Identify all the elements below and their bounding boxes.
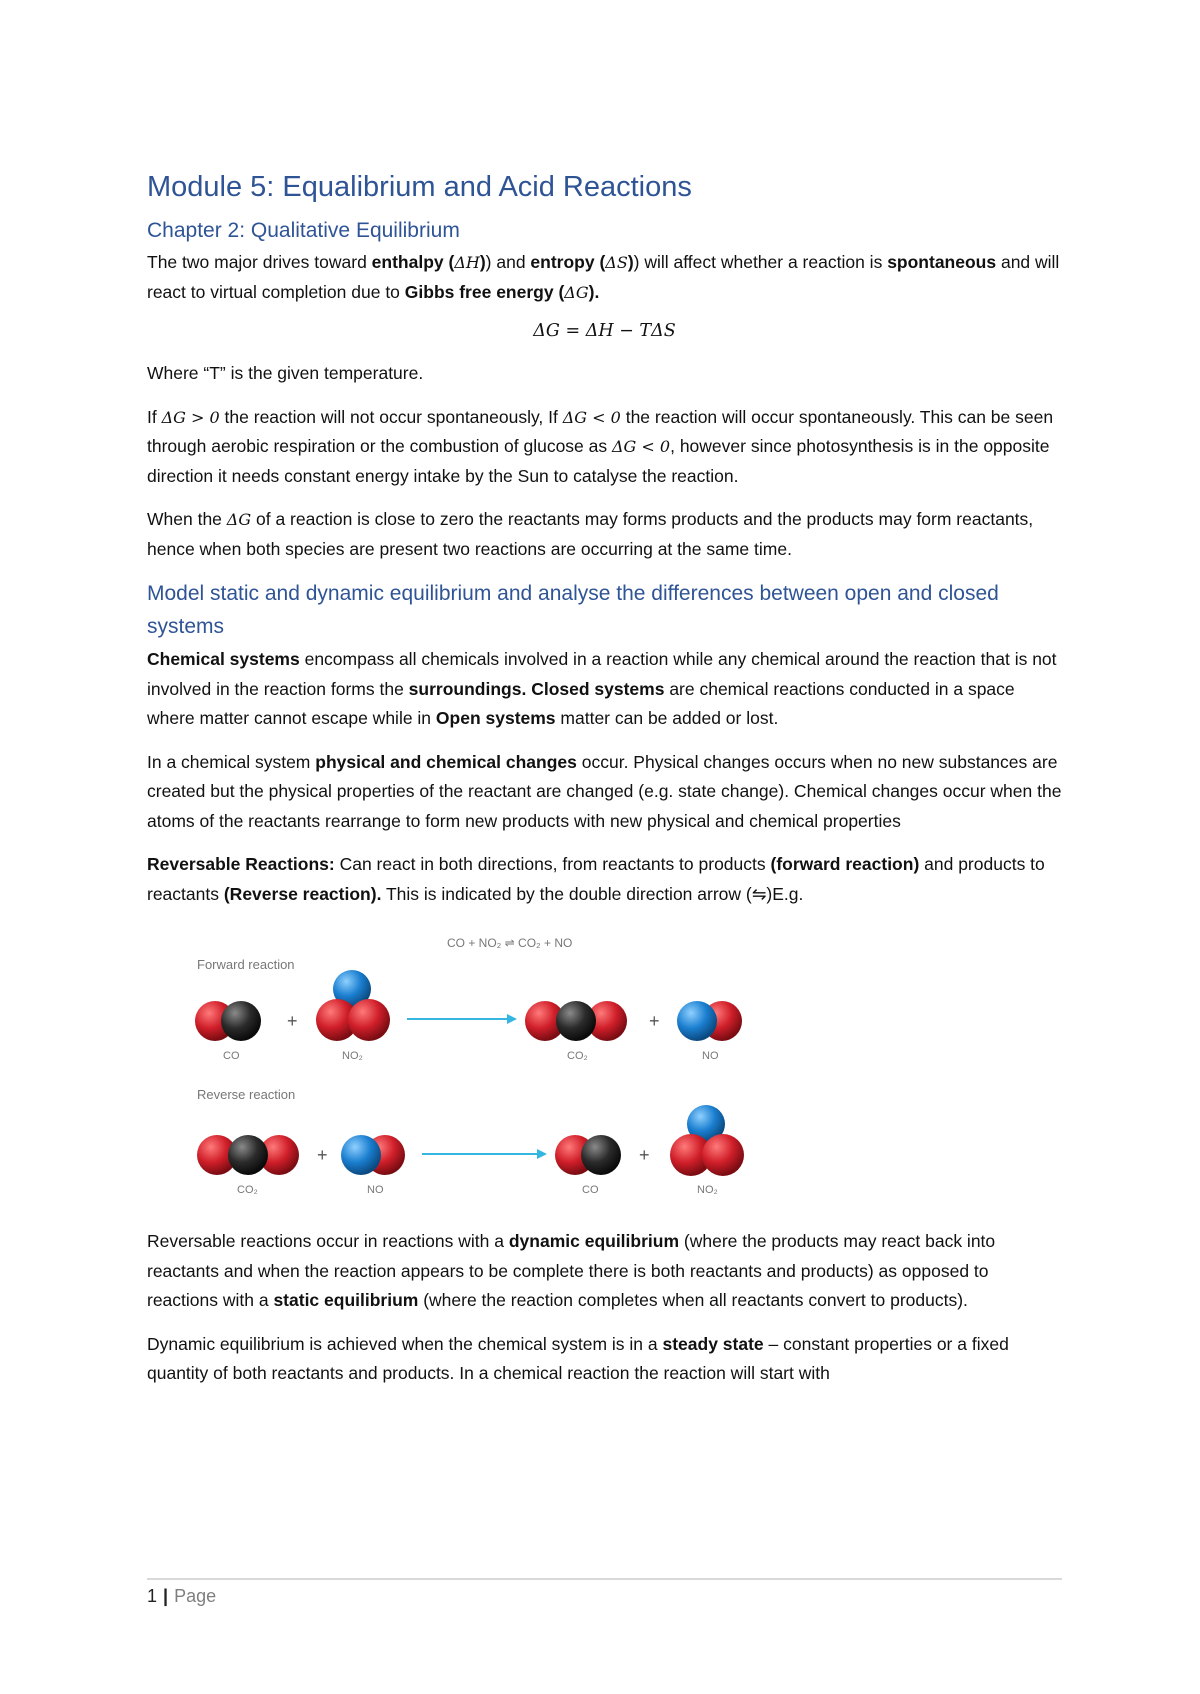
co2-molecule [197,1135,299,1175]
dynamic-paragraph: Reversable reactions occur in reactions with a dynamic equilibrium (where the products may react back into reactants and when the reaction appears to be complete there is both reactants and products) as opposed to reactions with a static equilibrium (where the reaction completes when all reactants convert to products). [147,1231,996,1311]
plus-sign: + [649,1011,660,1032]
document-body [147,170,1062,1389]
systems-paragraph: Chemical systems encompass all chemicals involved in a reaction while any chemical around the reaction that is not involved in the reaction forms the surroundings. Closed systems are chemical reactions conducted in a space where matter cannot escape while in Open systems matter can be added or lost. [147,649,1057,729]
plus-sign: + [317,1145,328,1166]
reverse-label-no: NO [367,1184,384,1197]
gibbs-equation: ΔG = ΔH − TΔS [533,321,676,342]
reverse-label-co: CO [582,1184,599,1197]
zero-gibbs-paragraph: When the ΔG of a reaction is close to zero the reactants may forms products and the products may form reactants, hence when both species are present two reactions are occurring at the same time. [147,509,1034,559]
reaction-figure [187,919,787,1209]
no2-molecule [670,1105,744,1176]
reverse-label-co2: CO₂ [237,1184,258,1197]
footer-divider [147,1578,1062,1580]
steady-state-paragraph: Dynamic equilibrium is achieved when the chemical system is in a steady state – constant properties or a fixed quantity of both reactants and products. In a chemical reaction the reaction will start with [147,1333,1009,1384]
forward-label-co: CO [223,1050,240,1063]
page-title: Module 5: Equalibrium and Acid Reactions [147,171,692,203]
reverse-arrow-head [537,1149,547,1159]
reaction-diagram [187,919,787,1209]
reverse-reaction-label: Reverse reaction [197,1087,296,1103]
forward-label-co2: CO₂ [567,1050,588,1063]
co2-molecule [525,1001,627,1041]
spontaneity-paragraph: If ΔG > 0 the reaction will not occur spontaneously, If ΔG < 0 the reaction will occur spontaneously. This can be seen through aerobic respiration or the combustion of glucose as ΔG < 0, however since photosynthesis is in the opposite direction it needs constant energy intake by the Sun to catalyse the reaction. [147,406,1054,486]
figure-equation: CO + NO₂ ⇌ CO₂ + NO [447,936,573,951]
reversible-paragraph: Reversable Reactions: Can react in both directions, from reactants to products (forward reaction) and products to reactants (Reverse reaction). This is indicated by the double direction arrow (⇋)E.g. [147,854,1045,904]
forward-label-no: NO [702,1050,719,1063]
forward-arrow-head [507,1014,517,1024]
no-molecule [341,1135,405,1175]
chapter-heading: Chapter 2: Qualitative Equilibrium [147,218,460,242]
forward-label-no2: NO₂ [342,1050,363,1063]
plus-sign: + [287,1011,298,1032]
co-molecule [555,1135,621,1175]
changes-paragraph: In a chemical system physical and chemical changes occur. Physical changes occurs when no new substances are created but the physical properties of the reactant are changed (e.g. state change). Chemical changes occur when the atoms of the reactants rearrange to form new products with new physical and chemical properties [147,751,1062,831]
section-heading: Model static and dynamic equilibrium and analyse the differences between open and closed systems [147,582,999,638]
temperature-note: Where “T” is the given temperature. [147,363,424,384]
no-molecule [677,1001,742,1041]
co-molecule [195,1001,261,1041]
reverse-label-no2: NO₂ [697,1184,718,1197]
forward-reaction-label: Forward reaction [197,957,295,973]
intro-paragraph: The two major drives toward enthalpy (ΔH)) and entropy (ΔS)) will affect whether a reaction is spontaneous and will react to virtual completion due to Gibbs free energy (ΔG). [147,252,1060,302]
page-footer [147,1578,1062,1607]
plus-sign: + [639,1145,650,1166]
no2-molecule [316,970,390,1041]
page-number: 1 | Page [147,1586,217,1606]
